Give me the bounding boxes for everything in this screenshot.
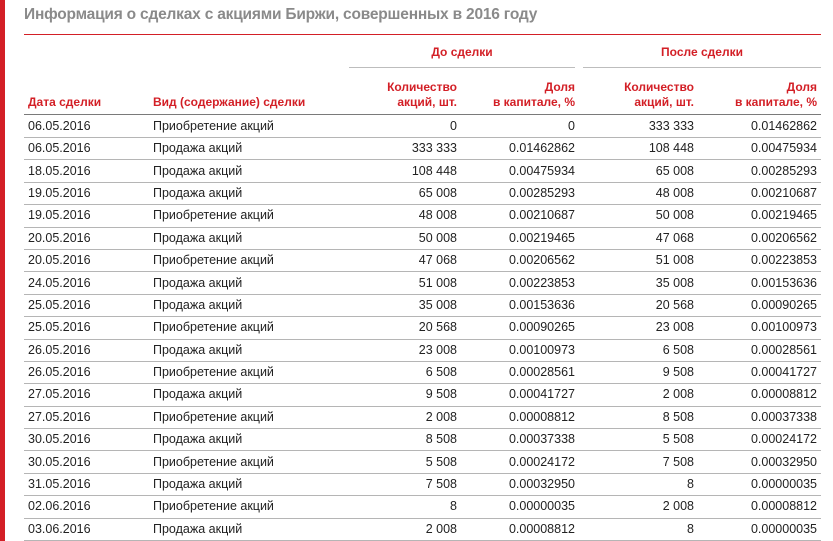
cell-deal-type: Приобретение акций [149,496,349,518]
cell-qty-after: 48 008 [579,182,698,204]
cell-deal-type: Приобретение акций [149,317,349,339]
cell-qty-after: 7 508 [579,451,698,473]
column-header-row [24,68,821,115]
cell-qty-after: 8 [579,518,698,540]
cell-date: 24.05.2016 [24,272,149,294]
cell-qty-before: 51 008 [349,272,461,294]
cell-share-before: 0.00024172 [461,451,579,473]
cell-deal-type: Приобретение акций [149,361,349,383]
cell-share-after: 0.00223853 [698,249,821,271]
table-row [24,182,821,204]
table-row [24,339,821,361]
header-line: Доля [544,80,575,94]
cell-deal-type: Продажа акций [149,138,349,160]
cell-qty-before: 108 448 [349,160,461,182]
cell-qty-after: 9 508 [579,361,698,383]
table-row [24,272,821,294]
table-row [24,384,821,406]
table-row [24,317,821,339]
table-row [24,205,821,227]
cell-date: 26.05.2016 [24,339,149,361]
cell-date: 19.05.2016 [24,182,149,204]
cell-share-after: 0.00100973 [698,317,821,339]
cell-deal-type: Продажа акций [149,182,349,204]
table-row [24,160,821,182]
group-header-row [24,36,821,68]
cell-deal-type: Продажа акций [149,473,349,495]
cell-qty-before: 8 508 [349,429,461,451]
cell-qty-before: 35 008 [349,294,461,316]
cell-qty-before: 9 508 [349,384,461,406]
header-line: Количество [624,80,694,94]
cell-share-before: 0.00223853 [461,272,579,294]
table-row [24,451,821,473]
cell-share-after: 0.00008812 [698,496,821,518]
cell-date: 06.05.2016 [24,138,149,160]
cell-qty-after: 5 508 [579,429,698,451]
cell-share-after: 0.01462862 [698,115,821,138]
table-row [24,406,821,428]
header-line: Количество [387,80,457,94]
cell-deal-type: Приобретение акций [149,205,349,227]
cell-qty-after: 65 008 [579,160,698,182]
table-row [24,294,821,316]
cell-share-after: 0.00024172 [698,429,821,451]
cell-qty-before: 50 008 [349,227,461,249]
cell-qty-after: 47 068 [579,227,698,249]
cell-share-before: 0.00008812 [461,406,579,428]
header-line: акций, шт. [397,95,457,109]
table-row [24,249,821,271]
cell-date: 19.05.2016 [24,205,149,227]
cell-qty-before: 47 068 [349,249,461,271]
group-spacer [149,36,349,68]
group-after-header: После сделки [579,36,821,68]
cell-share-before: 0.00285293 [461,182,579,204]
table-row [24,429,821,451]
cell-qty-before: 8 [349,496,461,518]
col-header-share-before [461,68,579,115]
cell-share-before: 0.00210687 [461,205,579,227]
cell-share-after: 0.00041727 [698,361,821,383]
cell-date: 06.05.2016 [24,115,149,138]
cell-deal-type: Продажа акций [149,384,349,406]
cell-qty-before: 333 333 [349,138,461,160]
cell-deal-type: Продажа акций [149,272,349,294]
cell-date: 20.05.2016 [24,249,149,271]
cell-date: 30.05.2016 [24,451,149,473]
cell-date: 02.06.2016 [24,496,149,518]
cell-qty-after: 2 008 [579,496,698,518]
cell-qty-before: 7 508 [349,473,461,495]
cell-share-after: 0.00028561 [698,339,821,361]
cell-share-after: 0.00210687 [698,182,821,204]
cell-deal-type: Продажа акций [149,227,349,249]
table-row [24,496,821,518]
header-line: акций, шт. [634,95,694,109]
cell-qty-after: 2 008 [579,384,698,406]
group-spacer [24,36,149,68]
cell-share-before: 0.00037338 [461,429,579,451]
cell-qty-after: 20 568 [579,294,698,316]
cell-date: 20.05.2016 [24,227,149,249]
cell-share-after: 0.00000035 [698,473,821,495]
cell-deal-type: Приобретение акций [149,406,349,428]
cell-qty-before: 6 508 [349,361,461,383]
col-header-qty-before [349,68,461,115]
cell-date: 18.05.2016 [24,160,149,182]
cell-qty-after: 333 333 [579,115,698,138]
cell-qty-before: 2 008 [349,406,461,428]
cell-deal-type: Продажа акций [149,518,349,540]
cell-qty-before: 0 [349,115,461,138]
cell-qty-after: 51 008 [579,249,698,271]
cell-deal-type: Продажа акций [149,160,349,182]
table-row [24,227,821,249]
cell-date: 25.05.2016 [24,294,149,316]
cell-qty-before: 48 008 [349,205,461,227]
cell-share-after: 0.00475934 [698,138,821,160]
cell-share-before: 0.00090265 [461,317,579,339]
col-header-qty-after [579,68,698,115]
cell-share-before: 0.01462862 [461,138,579,160]
header-line: в капитале, % [492,95,575,109]
cell-qty-after: 108 448 [579,138,698,160]
cell-deal-type: Продажа акций [149,294,349,316]
col-header-date: Дата сделки [24,68,149,115]
cell-qty-before: 2 008 [349,518,461,540]
group-before-header: До сделки [349,36,579,68]
cell-qty-after: 35 008 [579,272,698,294]
cell-share-before: 0.00206562 [461,249,579,271]
cell-share-before: 0.00219465 [461,227,579,249]
cell-deal-type: Приобретение акций [149,249,349,271]
cell-qty-after: 50 008 [579,205,698,227]
col-header-type: Вид (содержание) сделки [149,68,349,115]
table-row [24,115,821,138]
cell-date: 03.06.2016 [24,518,149,540]
cell-share-after: 0.00000035 [698,518,821,540]
cell-date: 30.05.2016 [24,429,149,451]
cell-share-after: 0.00219465 [698,205,821,227]
cell-share-before: 0.00000035 [461,496,579,518]
cell-date: 27.05.2016 [24,384,149,406]
cell-deal-type: Продажа акций [149,339,349,361]
header-line: Доля [786,80,818,94]
table-row [24,138,821,160]
cell-share-before: 0 [461,115,579,138]
cell-share-after: 0.00090265 [698,294,821,316]
page-title: Информация о сделках с акциями Биржи, совершенных в 2016 году [24,6,538,23]
cell-share-before: 0.00153636 [461,294,579,316]
cell-deal-type: Приобретение акций [149,115,349,138]
table-row [24,361,821,383]
title-rule [24,34,821,35]
cell-share-after: 0.00037338 [698,406,821,428]
cell-qty-before: 65 008 [349,182,461,204]
cell-date: 25.05.2016 [24,317,149,339]
cell-share-before: 0.00032950 [461,473,579,495]
cell-qty-after: 23 008 [579,317,698,339]
col-header-share-after [698,68,821,115]
cell-qty-before: 20 568 [349,317,461,339]
table-row [24,473,821,495]
cell-qty-after: 8 [579,473,698,495]
cell-deal-type: Продажа акций [149,429,349,451]
cell-deal-type: Приобретение акций [149,451,349,473]
cell-qty-after: 6 508 [579,339,698,361]
accent-bar [0,0,5,541]
cell-share-before: 0.00041727 [461,384,579,406]
cell-share-after: 0.00032950 [698,451,821,473]
cell-date: 27.05.2016 [24,406,149,428]
cell-share-before: 0.00475934 [461,160,579,182]
cell-share-after: 0.00153636 [698,272,821,294]
cell-share-before: 0.00008812 [461,518,579,540]
deals-table [24,36,821,541]
cell-qty-before: 23 008 [349,339,461,361]
table-body [24,115,821,541]
cell-date: 26.05.2016 [24,361,149,383]
cell-share-before: 0.00100973 [461,339,579,361]
cell-qty-before: 5 508 [349,451,461,473]
cell-share-after: 0.00008812 [698,384,821,406]
table-row [24,518,821,540]
cell-share-after: 0.00206562 [698,227,821,249]
cell-qty-after: 8 508 [579,406,698,428]
header-line: в капитале, % [734,95,818,109]
cell-date: 31.05.2016 [24,473,149,495]
cell-share-before: 0.00028561 [461,361,579,383]
cell-share-after: 0.00285293 [698,160,821,182]
